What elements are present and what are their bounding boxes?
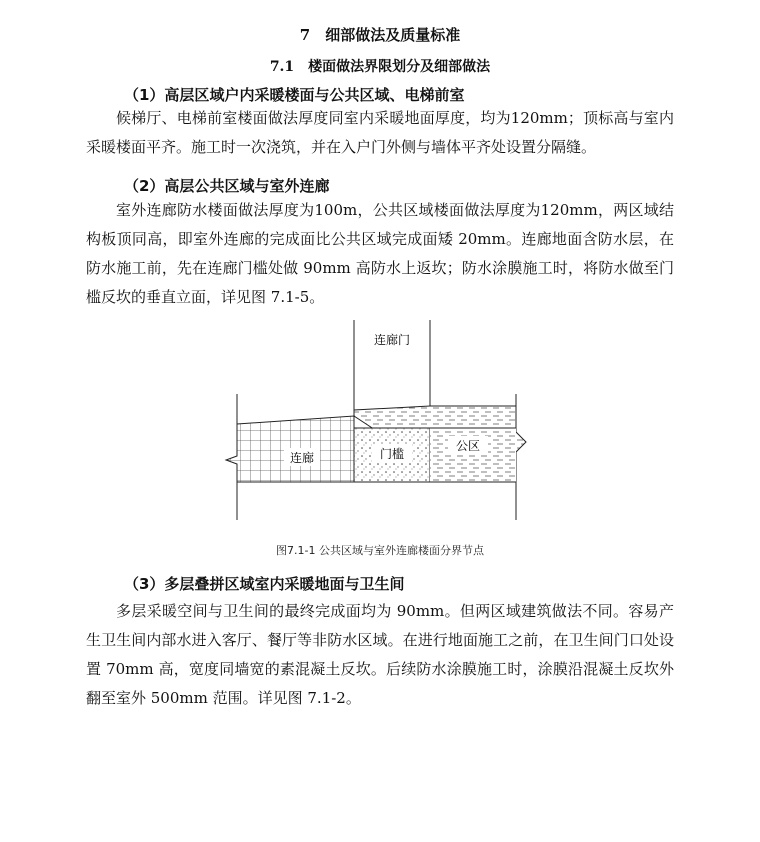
figure-caption: 图7.1-1 公共区域与室外连廊楼面分界节点	[276, 544, 484, 557]
section-title: 7.1 楼面做法界限划分及细部做法	[269, 59, 491, 75]
item-2-heading: （2）高层公共区域与室外连廊	[124, 177, 330, 195]
corridor-label: 连廊	[289, 451, 315, 465]
chapter-title: 7 细部做法及质量标准	[299, 26, 461, 44]
floor-boundary-diagram	[0, 310, 760, 535]
item-1-text: 候梯厅、电梯前室楼面做法厚度同室内采暖地面厚度，均为120mm；顶标高与室内采暖楼面平齐。施工时一次浇筑，并在入户门外侧与墙体平齐处设置分隔缝。	[86, 109, 674, 156]
item-2-text: 室外连廊防水楼面做法厚度为100m，公共区域楼面做法厚度为120mm，两区域结构板顶同高，即室外连廊的完成面比公共区域完成面矮 20mm。连廊地面含防水层，在防水施工前，先在连廊门槛处做 90mm 高防水上返坎；防水涂膜施工时，将防水做至门槛反坎的垂直立面，详见图 7.1-5。	[86, 201, 674, 306]
door-label: 连廊门	[373, 333, 411, 347]
item-1-heading: （1）高层区域户内采暖楼面与公共区域、电梯前室	[124, 86, 465, 104]
public-label: 公区	[455, 439, 481, 453]
threshold-label: 门槛	[379, 447, 405, 461]
item-3-heading: （3）多层叠拼区域室内采暖地面与卫生间	[124, 575, 405, 593]
item-3-text: 多层采暖空间与卫生间的最终完成面均为 90mm。但两区域建筑做法不同。容易产生卫生间内部水进入客厅、餐厅等非防水区域。在进行地面施工之前，在卫生间门口处设置 70mm 高，宽度同墙宽的素混凝土反坎。后续防水涂膜施工时，涂膜沿混凝土反坎外翻至室外 500mm 范围。详见图 7.1-2。	[86, 602, 674, 707]
